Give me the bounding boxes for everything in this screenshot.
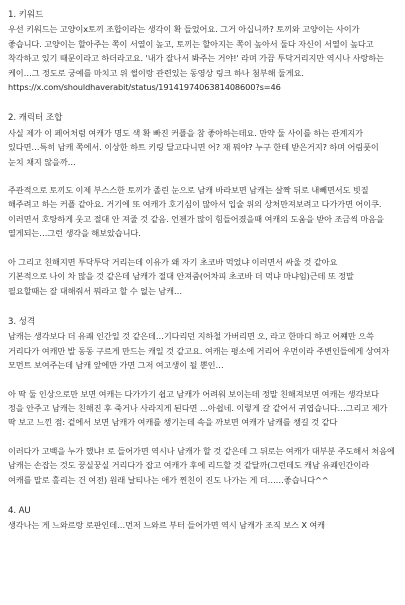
section-heading: 4. AU: [8, 505, 31, 516]
paragraph: 남캐는 생각보다 더 유쾌 인간일 것 같은데…기다리던 지하철 가버리면 오, 라고 한마디 하고 어쨰만 으쓱 거리다가 여캐만 발 동동 구르게 만드는 캐일 것 같고요. 여캐는 평소에 거리어 우먼이라 주변인들에게 상여자 모먼트 보여주는데 남캐 앞에만 가면 그저 여고생이 될 뿐인…: [8, 331, 390, 371]
paragraph: 이러다가 고백을 누가 했냐! 로 들어가면 역시나 남캐가 할 것 같은데 그 뒤로는 여캐가 대부분 주도해서 처음에 남캐는 손잡는 것도 꿍실꿍실 거리다가 잡고 여캐가 후에 리드할 것 같달까(그런데도 캐남 유쾌인간이라 여캐를 말로 홀리는 건 여전) 원래 날티나는 애가 찐친이 진도 나가는 게 더……좋습니다^^: [8, 445, 395, 485]
paragraph: 주관적으로 토끼도 이제 부스스한 토끼가 졸린 눈으로 남캐 바라보면 남캐는 살짝 뒤로 내빼면서도 빗질 해주려고 하는 커플 같아요. 거기에 또 여캐가 호기심이 많아서 입술 위의 상처만져보려고 다가가면 어이쿠. 이러면서 호탕하게 웃고 절대 안 져줄 것 같음. 언젠가 많이 힘들어졌을때 여캐의 도움을 받아 조금씩 마음을 열게되는…그런 생각을 해보았습니다.: [8, 185, 384, 239]
paragraph: 기본적으로 나이 차 많을 것 같은데 남캐가 절대 안져줌(어차피 초코바 더 먹냐 마냐임)근데 또 정말 필요할때는 잘 대해줘서 뭐라고 할 수 없는 남캐…: [8, 271, 354, 296]
video-link[interactable]: https://x.com/shouldhaverabit/status/1914197406381408600?s=46: [8, 82, 281, 93]
section-personality: [8, 315, 395, 487]
paragraph: 아 그리고 친해지면 투닥투닥 거리는데 이유가 왜 자기 초코바 먹었냐 이러면서 싸울 것 같아요: [8, 256, 338, 267]
paragraph: 우선 키워드는 고양이x토끼 조합이라는 생각이 확 들었어요. 그거 아십니까? 토끼와 고양이는 사이가 좋습니다. 고양이는 할아주는 쪽이 서열이 높고, 토끼는 할아지는 쪽이 높아서 둘다 자신이 서열이 높다고 착각하고 있기 때문이라고 하더라고요. '내가 잘나서 봐주는 거야!' 라며 가끔 투닥거리지만 역시나 사랑하는 케이…그 정도로 궁예를 마치고 위 썰이랑 관련있는 동영상 링크 하나 첨부해 둘게요.: [8, 24, 384, 78]
section-keyword: [8, 8, 395, 94]
paragraph: 아 딱 둘 인상으로만 보면 여캐는 다가가기 쉽고 남캐가 어려워 보이는데 정말 친해져보면 여캐는 생각보다 정을 안주고 남캐는 친해진 후 죽거나 사라지게 된다면 …아쉽네. 이렇게 갈 같어서 귀엽습니다…그리고 제가 딱 보고 느낀 점: 겉에서 보면 남캐가 여캐를 챙기는데 속을 까보면 여캐가 남캐를 챙길 것 같다: [8, 388, 388, 428]
paragraph: 사실 제가 이 페어처럼 여캐가 명도 색 확 빠진 커플을 참 좋아하는데요. 만약 둘 사이를 하는 관계지가 있다면…특히 남캐 쪽에서. 이상한 하트 키링 달고다니면 어? 재 뭐야? 누구 한테 받은거지? 하며 어림풋이 눈치 채지 않을까…: [8, 127, 379, 167]
section-heading: 1. 키워드: [8, 10, 44, 20]
section-character-combo: [8, 111, 395, 297]
section-heading: 2. 캐릭터 조합: [8, 113, 63, 124]
section-heading: 3. 성격: [8, 316, 36, 327]
paragraph: 생각나는 게 느와르랑 로판인데…먼저 느와르 부터 들어가면 역시 남캐가 조직 보스 X 여캐: [8, 520, 325, 531]
section-au: [8, 504, 395, 533]
